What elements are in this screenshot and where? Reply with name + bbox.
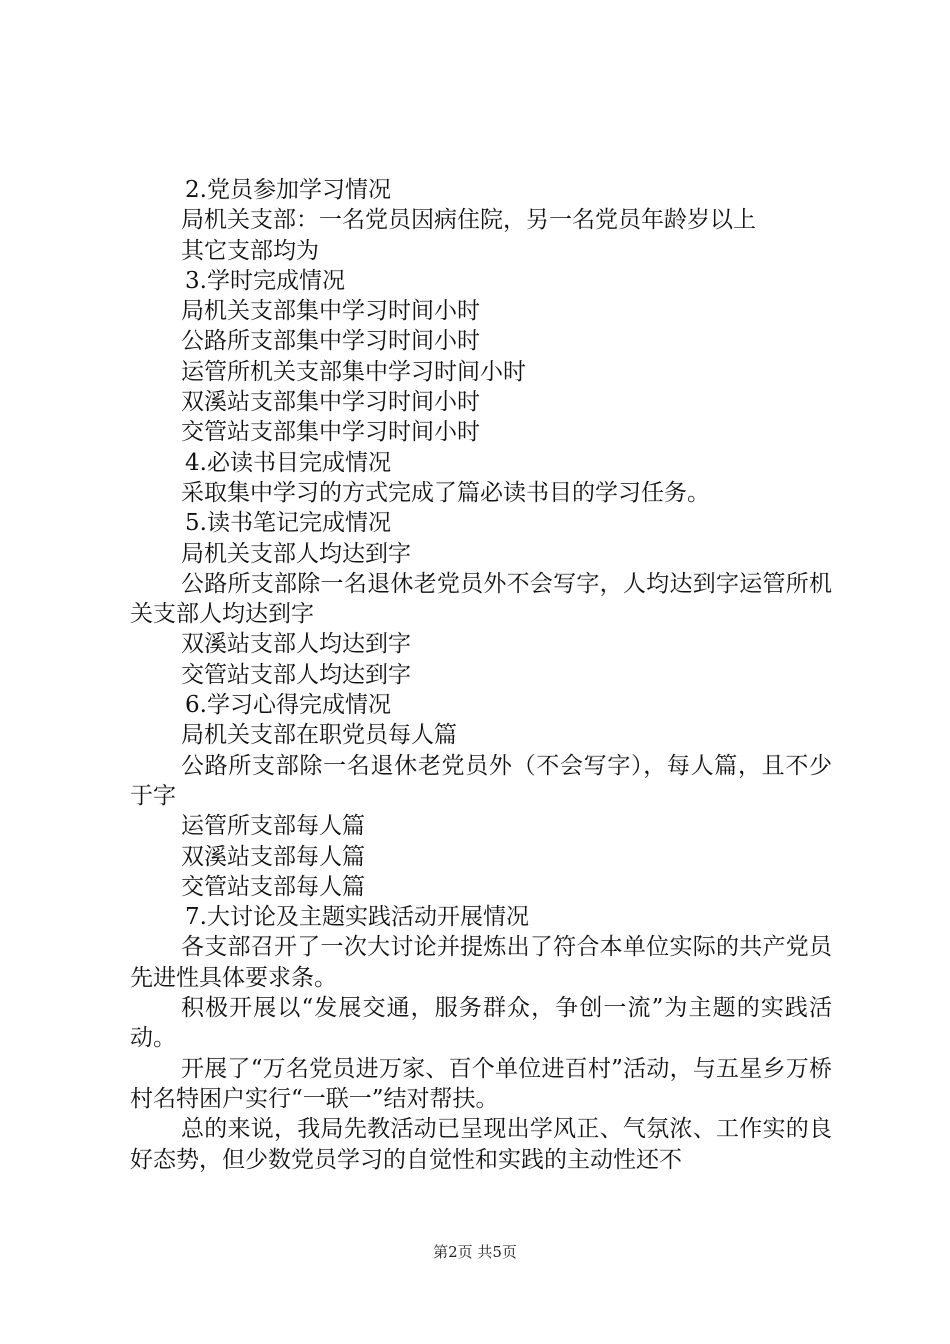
body-paragraph: 各支部召开了一次大讨论并提炼出了符合本单位实际的共产党员先进性具体要求条。	[130, 934, 832, 991]
body-line: 局机关支部人均达到字	[181, 540, 411, 567]
body-line: 交管站支部每人篇	[181, 873, 365, 900]
section-heading: 2.党员参加学习情况	[185, 177, 391, 203]
body-line: 局机关支部：一名党员因病住院，另一名党员年龄岁以上	[181, 207, 756, 234]
body-line: 其它支部均为	[181, 237, 319, 264]
body-paragraph: 积极开展以“发展交通，服务群众，争创一流”为主题的实践活动。	[130, 995, 832, 1052]
section-heading: 5.读书笔记完成情况	[185, 510, 391, 537]
body-line: 交管站支部人均达到字	[181, 661, 411, 688]
section-heading: 6.学习心得完成情况	[185, 692, 391, 719]
section-heading: 4.必读书目完成情况	[185, 449, 391, 476]
body-line: 公路所支部集中学习时间小时	[181, 328, 480, 355]
body-line: 交管站支部集中学习时间小时	[181, 419, 480, 446]
body-line: 双溪站支部每人篇	[181, 843, 365, 870]
document-body	[130, 175, 832, 1175]
body-paragraph: 总的来说，我局先教活动已呈现出学风正、气氛浓、工作实的良好态势，但少数党员学习的自觉性和实践的主动性还不	[130, 1116, 832, 1173]
body-line: 局机关支部集中学习时间小时	[181, 298, 480, 325]
page-footer: 第2页 共5页	[433, 1243, 517, 1261]
body-line: 双溪站支部人均达到字	[181, 631, 411, 658]
section-heading: 3.学时完成情况	[185, 267, 345, 294]
body-line: 运管所机关支部集中学习时间小时	[181, 358, 526, 385]
body-paragraph: 公路所支部除一名退休老党员外（不会写字），每人篇，且不少于字	[130, 752, 832, 809]
body-line: 采取集中学习的方式完成了篇必读书目的学习任务。	[181, 479, 710, 506]
body-line: 局机关支部在职党员每人篇	[181, 722, 457, 749]
section-heading: 7.大讨论及主题实践活动开展情况	[185, 904, 529, 931]
body-line: 运管所支部每人篇	[181, 813, 365, 840]
body-paragraph: 公路所支部除一名退休老党员外不会写字，人均达到字运管所机关支部人均达到字	[130, 570, 832, 628]
body-line: 双溪站支部集中学习时间小时	[181, 389, 480, 416]
body-paragraph: 开展了“万名党员进万家、百个单位进百村”活动，与五星乡万桥村名特困户实行“一联一”结对帮扶。	[130, 1055, 832, 1112]
